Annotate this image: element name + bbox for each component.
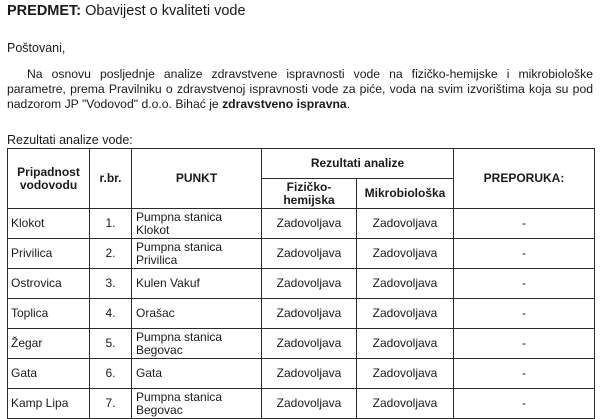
punkt-line1: Pumpna stanica — [136, 329, 223, 344]
punkt-line1: Pumpna stanica — [136, 239, 223, 254]
table-row — [8, 269, 595, 299]
subject-line — [7, 3, 246, 19]
cell-vodovod: Toplica — [8, 299, 90, 329]
cell-fizicko: Zadovoljava — [262, 329, 357, 359]
cell-punkt — [132, 389, 262, 419]
punkt-line2: Klokot — [136, 222, 170, 237]
cell-rbr: 1. — [90, 209, 132, 239]
cell-fizicko: Zadovoljava — [262, 239, 357, 269]
cell-mikro: Zadovoljava — [357, 299, 454, 329]
cell-punkt — [132, 209, 262, 239]
cell-mikro: Zadovoljava — [357, 359, 454, 389]
header-rezultati: Rezultati analize — [262, 149, 454, 179]
punkt-line2: Begovac — [136, 402, 183, 417]
punkt-line1: Pumpna stanica — [136, 389, 223, 404]
cell-rbr: 4. — [90, 299, 132, 329]
cell-vodovod: Ostrovica — [8, 269, 90, 299]
cell-punkt — [132, 359, 262, 389]
cell-rbr: 2. — [90, 239, 132, 269]
cell-punkt — [132, 299, 262, 329]
table-row — [8, 389, 595, 419]
subject-text: Obavijest o kvaliteti vode — [85, 3, 246, 19]
cell-preporuka: - — [454, 269, 595, 299]
greeting: Poštovani, — [7, 41, 66, 55]
punkt-line2: Begovac — [136, 342, 183, 357]
table-row — [8, 299, 595, 329]
punkt-line1: Kulen Vakuf — [136, 276, 200, 290]
header-fizicko: Fizičko-hemijska — [262, 179, 357, 209]
table-row — [8, 239, 595, 269]
cell-rbr: 7. — [90, 389, 132, 419]
cell-preporuka: - — [454, 209, 595, 239]
header-mikro: Mikrobiološka — [357, 179, 454, 209]
cell-mikro: Zadovoljava — [357, 389, 454, 419]
punkt-line2: Privilica — [136, 252, 178, 267]
cell-fizicko: Zadovoljava — [262, 209, 357, 239]
cell-preporuka: - — [454, 239, 595, 269]
cell-preporuka: - — [454, 299, 595, 329]
cell-mikro: Zadovoljava — [357, 329, 454, 359]
cell-preporuka: - — [454, 359, 595, 389]
punkt-line1: Gata — [136, 366, 163, 380]
punkt-line1: Pumpna stanica — [136, 209, 223, 224]
table-row — [8, 359, 595, 389]
cell-vodovod: Klokot — [8, 209, 90, 239]
header-pripadnost: Pripadnost vodovodu — [8, 149, 90, 209]
cell-vodovod: Privilica — [8, 239, 90, 269]
cell-preporuka: - — [454, 389, 595, 419]
header-rbr: r.br. — [90, 149, 132, 209]
cell-mikro: Zadovoljava — [357, 209, 454, 239]
notice-paragraph — [7, 67, 593, 112]
cell-rbr: 3. — [90, 269, 132, 299]
punkt-line1: Orašac — [136, 306, 175, 320]
cell-fizicko: Zadovoljava — [262, 299, 357, 329]
table-row — [8, 209, 595, 239]
cell-mikro: Zadovoljava — [357, 269, 454, 299]
cell-rbr: 5. — [90, 329, 132, 359]
cell-fizicko: Zadovoljava — [262, 359, 357, 389]
subject-label: PREDMET: — [7, 3, 82, 19]
cell-fizicko: Zadovoljava — [262, 389, 357, 419]
header-punkt: PUNKT — [132, 149, 262, 209]
cell-mikro: Zadovoljava — [357, 239, 454, 269]
cell-punkt — [132, 239, 262, 269]
results-label: Rezultati analize vode: — [7, 133, 133, 147]
paragraph-emphasis: zdravstveno ispravna — [222, 97, 347, 111]
cell-vodovod: Gata — [8, 359, 90, 389]
cell-fizicko: Zadovoljava — [262, 269, 357, 299]
cell-rbr: 6. — [90, 359, 132, 389]
cell-punkt — [132, 269, 262, 299]
cell-vodovod: Žegar — [8, 329, 90, 359]
paragraph-end: . — [346, 97, 351, 111]
cell-punkt — [132, 329, 262, 359]
cell-preporuka: - — [454, 329, 595, 359]
table-row — [8, 329, 595, 359]
cell-vodovod: Kamp Lipa — [8, 389, 90, 419]
paragraph-text: Na osnovu posljednje analize zdravstvene ispravnosti vode na fizičko-hemijske i mikrobiološke parametre, prema Pravilniku o zdravstvenoj ispravnosti vode za piće, voda na svim izvorištima koja su pod nadzorom JP "Vodovod" d.o.o. Bihać je — [7, 67, 593, 111]
results-table — [7, 148, 595, 419]
header-preporuka: PREPORUKA: — [454, 149, 595, 209]
